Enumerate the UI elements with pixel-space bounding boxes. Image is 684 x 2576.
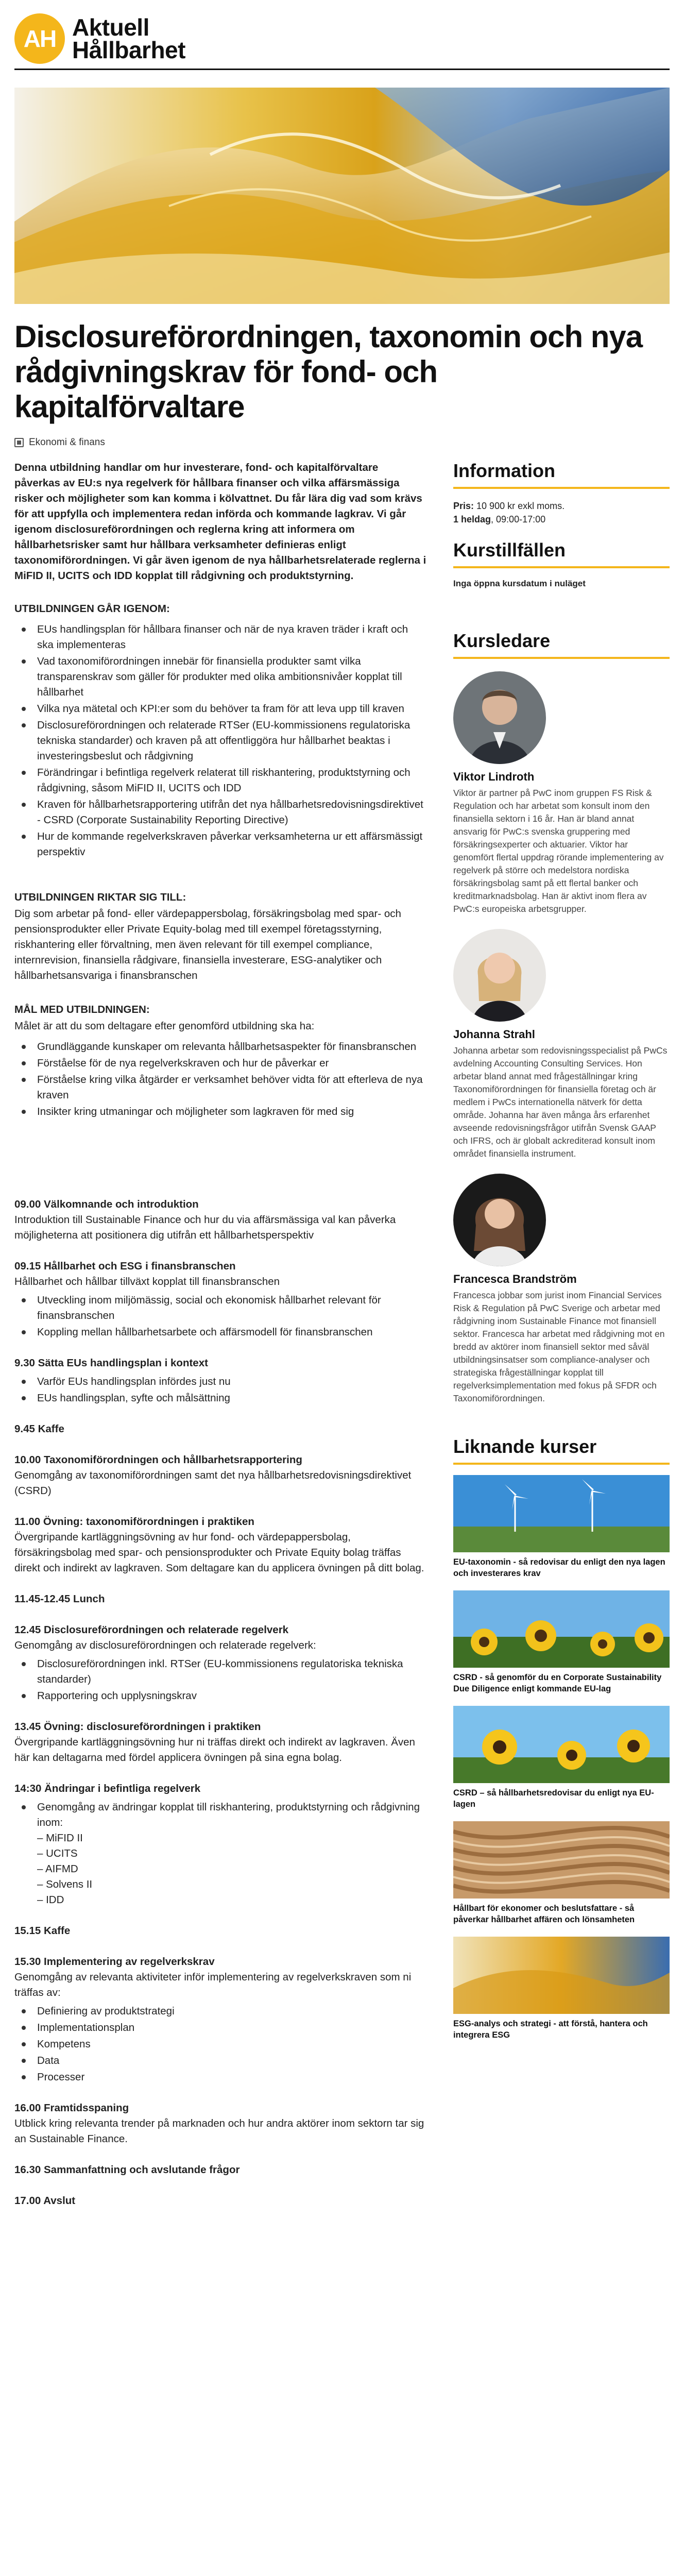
- schedule-time: 9.30 Sätta EUs handlingsplan i kontext: [14, 1357, 208, 1369]
- related-course-title[interactable]: EU-taxonomin - så redovisar du enligt den nya lagen och investerares krav: [453, 1557, 665, 1578]
- schedule-text: Hållbarhet och hållbar tillväxt kopplat till finansbranschen: [14, 1276, 280, 1287]
- site-logo[interactable]: [14, 13, 185, 64]
- course-leader: [453, 929, 670, 1160]
- schedule-bullets: [37, 1374, 426, 1406]
- goes-through-list: [37, 622, 426, 860]
- schedule-item: [14, 1452, 426, 1499]
- goals-list: [37, 1039, 426, 1120]
- schedule-item: [14, 2162, 426, 2178]
- schedule-item: [14, 1355, 426, 1406]
- schedule-item: [14, 1622, 426, 1704]
- avatar: [453, 929, 546, 1022]
- schedule-time: 17.00 Avslut: [14, 2195, 76, 2207]
- related-course-image: [453, 1821, 670, 1899]
- schedule-item: [14, 1923, 426, 1939]
- schedule-text: Övergripande kartläggningsövning hur ni träffas direkt och indirekt av lagkraven. Även här kan deltagarna med fördel applicera övningen på sina egna bolag.: [14, 1736, 415, 1764]
- list-item: Förståelse kring vilka åtgärder er verksamhet behöver vidta för att efterleva de nya kraven: [37, 1072, 426, 1103]
- logo-line-1: Aktuell: [72, 14, 149, 41]
- list-item: [37, 1800, 426, 1908]
- schedule-text: Utblick kring relevanta trender på marknaden och hur andra aktörer inom sektorn tar sig an Sustainable Finance.: [14, 2117, 424, 2145]
- schedule-time: 14:30 Ändringar i befintliga regelverk: [14, 1783, 201, 1794]
- schedule-time: 15.15 Kaffe: [14, 1925, 71, 1937]
- list-item: Förståelse för de nya regelverkskraven och hur de påverkar er: [37, 1056, 426, 1071]
- duration-value: , 09:00-17:00: [491, 514, 546, 524]
- sub-list-item: – IDD: [37, 1894, 64, 1906]
- sub-list-item: – Solvens II: [37, 1878, 93, 1890]
- list-item: EUs handlingsplan, syfte och målsättning: [37, 1391, 426, 1406]
- duration-label: 1 heldag: [453, 514, 491, 524]
- list-item: Disclosureförordningen och relaterade RTSer (EU-kommissionens regulatoriska tekniska standarder) och kraven på att offentliggöra hur hållbarhet beaktas i investeringsbeslut och rådgivning: [37, 718, 426, 764]
- price-line: [453, 499, 670, 513]
- schedule-item: [14, 1421, 426, 1437]
- related-course-card[interactable]: [453, 1475, 670, 1579]
- related-course-image: [453, 1590, 670, 1668]
- logo-wordmark: [72, 16, 185, 61]
- logo-line-2: Hållbarhet: [72, 37, 185, 63]
- lead-paragraph: Denna utbildning handlar om hur investerare, fond- och kapitalförvaltare påverkas av EU:s nya regelverk för hållbara finanser och vilka affärsmässiga risker och möjligheter som kan komma i kölvattnet. Du får lära dig vad som krävs för att uppfylla och implementera redan införda och kommande lagkrav. Vi går igenom disclosureförordningen och reglerna kring att informera om hållbarhetsrisker samt hur hållbara verksamheter definieras enligt taxonomiförordningen. Vi går även igenom de nya hållbarhetsrelaterade reglerna i MiFID II, UCITS och IDD kopplat till rådgivning och produktstyrning.: [14, 462, 426, 582]
- list-item: Vad taxonomiförordningen innebär för finansiella produkter samt vilka transparenskrav som gäller för produkter med olika ambitionsnivåer kopplat till hållbarhet: [37, 654, 426, 700]
- leader-name: Johanna Strahl: [453, 1028, 535, 1041]
- related-courses: [453, 1436, 670, 2041]
- goals-heading: MÅL MED UTBILDNINGEN:: [14, 1004, 150, 1015]
- related-heading: Liknande kurser: [453, 1436, 670, 1465]
- list-item: Varför EUs handlingsplan infördes just nu: [37, 1374, 426, 1389]
- site-header: [14, 9, 670, 70]
- related-course-title[interactable]: CSRD – så hållbarhetsredovisar du enligt nya EU-lagen: [453, 1788, 654, 1809]
- schedule-time: 09.00 Välkomnande och introduktion: [14, 1198, 199, 1210]
- sub-list-item: – AIFMD: [37, 1863, 78, 1875]
- schedule-time: 12.45 Disclosureförordningen och relaterade regelverk: [14, 1624, 289, 1636]
- related-course-card[interactable]: [453, 1821, 670, 1925]
- schedule-text: Genomgång av disclosureförordningen och relaterade regelverk:: [14, 1639, 316, 1651]
- wind-turbines-image: [453, 1475, 670, 1552]
- related-course-title[interactable]: CSRD - så genomför du en Corporate Sustainability Due Diligence enligt kommande EU-lag: [453, 1673, 662, 1693]
- list-item: Grundläggande kunskaper om relevanta hållbarhetsaspekter för finansbranschen: [37, 1039, 426, 1055]
- schedule-time: 15.30 Implementering av regelverkskrav: [14, 1956, 215, 1968]
- info-heading: Information: [453, 460, 670, 489]
- schedule-time: 10.00 Taxonomiförordningen och hållbarhetsrapportering: [14, 1454, 302, 1466]
- sunflowers-image: [453, 1706, 670, 1783]
- price-label: Pris:: [453, 501, 474, 511]
- kursledare-heading: Kursledare: [453, 630, 670, 659]
- schedule: [14, 1197, 426, 2209]
- related-course-image: [453, 1937, 670, 2014]
- logo-mark: AH: [14, 13, 65, 64]
- list-item: Utveckling inom miljömässig, social och ekonomisk hållbarhet relevant för finansbranschen: [37, 1293, 426, 1324]
- schedule-item: [14, 1719, 426, 1766]
- audience-heading: UTBILDNINGEN RIKTAR SIG TILL:: [14, 891, 186, 903]
- schedule-text: Övergripande kartläggningsövning av hur fond- och värdepappersbolag, försäkringsbolag med spar- och pensionsprodukter och Private Equity bolag träffas direkt och indirekt av lagkraven. Som deltagare kan du applicera övningen på ditt bolag.: [14, 1531, 424, 1574]
- folder-icon: [14, 438, 24, 447]
- leader-name: Viktor Lindroth: [453, 770, 535, 783]
- kurstillfallen-heading: Kurstillfällen: [453, 539, 670, 568]
- list-item: EUs handlingsplan för hållbara finanser och när de nya kraven träder i kraft och ska implementeras: [37, 622, 426, 653]
- course-description: [14, 460, 426, 2224]
- schedule-item: [14, 1591, 426, 1607]
- list-item-text: Genomgång av ändringar kopplat till riskhantering, produktstyrning och rådgivning inom:: [37, 1801, 420, 1828]
- schedule-text: Genomgång av relevanta aktiviteter inför implementering av regelverkskraven som ni träffas av:: [14, 1971, 412, 1998]
- related-course-card[interactable]: [453, 1706, 670, 1810]
- schedule-item: [14, 1514, 426, 1576]
- wave-image: [453, 1937, 670, 2014]
- related-course-title[interactable]: ESG-analys och strategi - att förstå, hantera och integrera ESG: [453, 2019, 648, 2040]
- list-item: Vilka nya mätetal och KPI:er som du behöver ta fram för att leva upp till kraven: [37, 701, 426, 717]
- page-title: Disclosureförordningen, taxonomin och nya rådgivningskrav för fond- och kapitalförvaltare: [14, 319, 643, 424]
- sub-list: [37, 1831, 426, 1908]
- schedule-text: Introduktion till Sustainable Finance och hur du via affärsmässiga val kan påverka möjligheterna att positionera dig utifrån ett hållbarhetsperspektiv: [14, 1214, 396, 1241]
- list-item: Kompetens: [37, 2037, 426, 2052]
- no-dates-text: Inga öppna kursdatum i nuläget: [453, 579, 586, 588]
- list-item: Data: [37, 2053, 426, 2069]
- duration-line: [453, 513, 670, 526]
- price-value: 10 900 kr exkl moms.: [474, 501, 565, 511]
- list-item: Rapportering och upplysningskrav: [37, 1688, 426, 1704]
- list-item: Förändringar i befintliga regelverk relaterat till riskhantering, produktstyrning och rådgivning, såsom MiFID II, UCITS och IDD: [37, 765, 426, 796]
- schedule-bullets: [37, 1800, 426, 1908]
- hero-image: [14, 88, 670, 304]
- category-tag[interactable]: [14, 437, 105, 448]
- list-item: Processer: [37, 2070, 426, 2085]
- schedule-time: 16.30 Sammanfattning och avslutande frågor: [14, 2164, 240, 2176]
- goes-through-heading: UTBILDNINGEN GÅR IGENOM:: [14, 603, 170, 615]
- sidebar: [453, 460, 670, 2052]
- leader-bio: Francesca jobbar som jurist inom Financial Services Risk & Regulation på PwC Sverige och arbetar med rådgivning inom Sustainable Finance mot finansiell sektor. Francesca har arbetat med rådgivning mot en bredd av aktörer inom finansiell sektor med såväl utbildningsinsatser som compliance-analyser och strategiska frågeställningar kopplat till regelverksimplementation med fokus på SFDR och Taxonomiförordningen.: [453, 1290, 665, 1403]
- leader-bio: Viktor är partner på PwC inom gruppen FS Risk & Regulation och har arbetat som konsult inom den finansiella sektorn i 16 år. Han är bland annat ansvarig för PwC:s svenska gruppering med försäkringsexperter och aktuarier. Viktor har genomfört flertal uppdrag rörande implementering av regelverk på större och medelstora nordiska försäkringsbolag samt på ett flertal banker och kreditmarknadsbolag. Han är aktivt inom flera av PwC:s europeiska arbetsgrupper.: [453, 788, 664, 914]
- sub-list-item: – MiFID II: [37, 1832, 83, 1844]
- audience-text: Dig som arbetar på fond- eller värdepappersbolag, försäkringsbolag med spar- och pensionsprodukter eller Private Equity-bolag med till exempel företagsstyrning, riskhantering eller förvaltning, men även relevant för till exempel compliance, internrevision, finansiella rådgivare, finansiella investerare, ESG-analytiker och hållbarhetsansvariga i finansbranschen: [14, 908, 401, 981]
- schedule-time: 11.00 Övning: taxonomiförordningen i praktiken: [14, 1516, 254, 1528]
- category-label: Ekonomi & finans: [29, 437, 105, 448]
- list-item: Disclosureförordningen inkl. RTSer (EU-kommissionens regulatoriska tekniska standarder): [37, 1656, 426, 1687]
- list-item: Hur de kommande regelverkskraven påverkar verksamheterna ur ett affärsmässigt perspektiv: [37, 829, 426, 860]
- schedule-time: 16.00 Framtidsspaning: [14, 2102, 129, 2114]
- schedule-item: [14, 1197, 426, 1243]
- leader-bio: Johanna arbetar som redovisningsspecialist på PwCs avdelning Accounting Consulting Services. Hon arbetar bland annat med frågeställningar kring Taxonomiförordningen för finansiella företag och är medlem i PwCs internationella nätverk för detta område. Johanna har även många års erfarenhet avseende redovisningsfrågor utifrån Svensk GAAP och IFRS, och är globalt ackrediterad konsult inom området finansiella instrument.: [453, 1045, 668, 1159]
- wood-pattern-image: [453, 1821, 670, 1899]
- list-item: Implementationsplan: [37, 2020, 426, 2036]
- list-item: Definiering av produktstrategi: [37, 2004, 426, 2019]
- schedule-item: [14, 2100, 426, 2147]
- schedule-bullets: [37, 1293, 426, 1340]
- sunflowers-image: [453, 1590, 670, 1668]
- avatar-portrait: [453, 671, 546, 764]
- schedule-item: [14, 1954, 426, 2085]
- hero-wave-illustration: [14, 88, 670, 304]
- course-leader: [453, 671, 670, 916]
- related-course-title[interactable]: Hållbart för ekonomer och beslutsfattare - så påverkar hållbarhet affären och lönsamheten: [453, 1904, 635, 1924]
- schedule-time: 13.45 Övning: disclosureförordningen i praktiken: [14, 1721, 261, 1733]
- list-item: Insikter kring utmaningar och möjligheter som lagkraven för med sig: [37, 1104, 426, 1120]
- avatar: [453, 1174, 546, 1266]
- schedule-item: [14, 2193, 426, 2209]
- avatar: [453, 671, 546, 764]
- schedule-bullets: [37, 1656, 426, 1704]
- goals-intro: Målet är att du som deltagare efter genomförd utbildning ska ha:: [14, 1020, 315, 1032]
- avatar-portrait: [453, 929, 546, 1022]
- sub-list-item: – UCITS: [37, 1848, 78, 1859]
- list-item: Koppling mellan hållbarhetsarbete och affärsmodell för finansbranschen: [37, 1325, 426, 1340]
- related-course-image: [453, 1706, 670, 1783]
- schedule-item: [14, 1259, 426, 1340]
- related-course-image: [453, 1475, 670, 1552]
- leader-name: Francesca Brandström: [453, 1273, 577, 1285]
- schedule-time: 11.45-12.45 Lunch: [14, 1593, 105, 1605]
- related-course-card[interactable]: [453, 1590, 670, 1694]
- schedule-time: 09.15 Hållbarhet och ESG i finansbranschen: [14, 1260, 236, 1272]
- list-item: Kraven för hållbarhetsrapportering utifrån det nya hållbarhetsredovisningsdirektivet - CSRD (Corporate Sustainability Reporting Directive): [37, 797, 426, 828]
- schedule-text: Genomgång av taxonomiförordningen samt det nya hållbarhetsredovisningsdirektivet (CSRD): [14, 1469, 412, 1497]
- avatar-portrait: [453, 1174, 546, 1266]
- schedule-item: [14, 1781, 426, 1908]
- schedule-bullets: [37, 2004, 426, 2085]
- schedule-time: 9.45 Kaffe: [14, 1423, 64, 1435]
- related-course-card[interactable]: [453, 1937, 670, 2041]
- course-leader: [453, 1174, 670, 1405]
